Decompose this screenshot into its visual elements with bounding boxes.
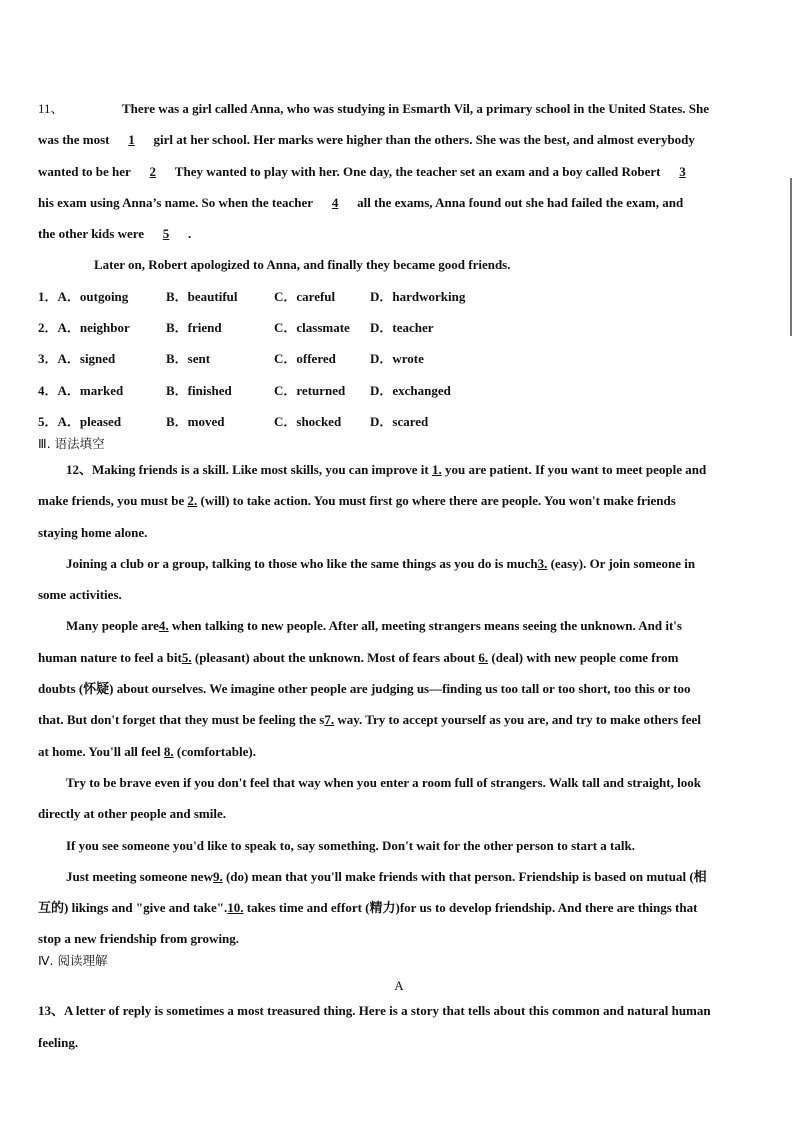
- q12-text: If you see someone you'd like to speak to, say something. Don't wait for the other person to start a talk.: [66, 837, 635, 853]
- q11-text: wanted to be her: [38, 163, 131, 179]
- option-row-1: [38, 284, 760, 315]
- option-a[interactable]: 2．A．neighbor: [38, 320, 130, 336]
- q12-text: make friends, you must be: [38, 493, 188, 509]
- q12-text: (pleasant) about the unknown. Most of fears about: [191, 649, 479, 665]
- option-d[interactable]: D．exchanged: [370, 382, 451, 398]
- q11-line-5: [38, 221, 760, 252]
- q11-text-1: There was a girl called Anna, who was studying in Esmarth Vil, a primary school in the United States. She: [122, 101, 709, 116]
- q11-text: girl at her school. Her marks were higher than the others. She was the best, and almost everybody: [153, 132, 695, 148]
- option-d[interactable]: D．hardworking: [370, 288, 466, 304]
- q12-text: when talking to new people. After all, meeting strangers means seeing the unknown. And it's: [168, 618, 682, 634]
- grammar-blank-8: 8.: [163, 743, 174, 759]
- q12-line-7: [38, 645, 760, 676]
- q12-line-15: [38, 895, 760, 926]
- q12-text: Just meeting someone new: [66, 868, 213, 884]
- q11-text: They wanted to play with her. One day, the teacher set an exam and a boy called Robert: [174, 163, 661, 179]
- q12-text: way. Try to accept yourself as you are, and try to make others feel: [334, 712, 701, 728]
- q12-text: Joining a club or a group, talking to those who like the same things as you do is much: [66, 555, 538, 571]
- q12-line-1: [38, 457, 760, 488]
- q13-line-2: [38, 1030, 760, 1061]
- q11-text: his exam using Anna’s name. So when the teacher: [38, 194, 314, 210]
- exam-page: [38, 96, 760, 1061]
- grammar-blank-10: 10.: [227, 900, 244, 916]
- option-row-2: [38, 315, 760, 346]
- q12-text: takes time and effort (精力)for us to develop friendship. And there are things that: [243, 900, 698, 916]
- q12-line-3: [38, 520, 760, 551]
- q12-text: human nature to feel a bit: [38, 649, 182, 665]
- q13-text: 13、A letter of reply is sometimes a most treasured thing. Here is a story that tells about this common and natural human: [38, 1003, 711, 1019]
- q12-line-2: [38, 488, 760, 519]
- q12-line-16: [38, 926, 760, 952]
- grammar-blank-7: 7.: [324, 712, 335, 728]
- cloze-blank-5: 5: [162, 226, 170, 242]
- q12-line-9: [38, 707, 760, 738]
- grammar-blank-9: 9.: [212, 868, 223, 884]
- q11-line-2: [38, 127, 760, 158]
- q12-line-10: [38, 739, 760, 770]
- option-c[interactable]: C．careful: [274, 288, 336, 304]
- option-a[interactable]: 5．A．pleased: [38, 413, 122, 429]
- passage-label: A: [394, 978, 404, 994]
- q12-text: (do) mean that you'll make friends with that person. Friendship is based on mutual (相: [222, 868, 707, 884]
- option-row-4: [38, 378, 760, 409]
- option-c[interactable]: C．shocked: [274, 413, 342, 429]
- q11-number: 11、: [38, 101, 64, 116]
- q13-text: feeling.: [38, 1034, 79, 1050]
- option-row-3: [38, 346, 760, 377]
- q12-line-8: [38, 676, 760, 707]
- q12-line-13: [38, 833, 760, 864]
- option-row-5: [38, 409, 760, 435]
- option-d[interactable]: D．wrote: [370, 351, 424, 367]
- q12-text: that. But don't forget that they must be feeling the s: [38, 712, 325, 728]
- option-c[interactable]: C．offered: [274, 351, 336, 367]
- q12-text: Many people are: [66, 618, 159, 634]
- grammar-blank-1: 1.: [431, 461, 442, 477]
- grammar-blank-3: 3.: [537, 555, 548, 571]
- option-a[interactable]: 4．A．marked: [38, 382, 124, 398]
- option-b[interactable]: B．finished: [166, 382, 232, 398]
- option-b[interactable]: B．beautiful: [166, 288, 238, 304]
- q11-text: was the most: [38, 132, 110, 148]
- option-a[interactable]: 3．A．signed: [38, 351, 116, 367]
- option-c[interactable]: C．classmate: [274, 320, 350, 336]
- q12-line-6: [38, 613, 760, 644]
- q12-line-14: [38, 864, 760, 895]
- q12-line-11: [38, 770, 760, 801]
- q12-text: (comfortable).: [173, 743, 256, 759]
- q12-line-12: [38, 801, 760, 832]
- q13-line-1: [38, 998, 760, 1029]
- q11-text: the other kids were: [38, 226, 145, 242]
- scrollbar[interactable]: [790, 178, 792, 336]
- q12-text: 12、Making friends is a skill. Like most skills, you can improve it: [66, 461, 432, 477]
- q12-text: some activities.: [38, 587, 122, 603]
- q12-line-4: [38, 551, 760, 582]
- q12-text: Try to be brave even if you don't feel that way when you enter a room full of strangers. Walk tall and straight, look: [66, 774, 701, 790]
- option-a[interactable]: 1．A．outgoing: [38, 288, 129, 304]
- q12-text: doubts (怀疑) about ourselves. We imagine other people are judging us—finding us too tall or too short, too this or too: [38, 681, 691, 697]
- q12-text: directly at other people and smile.: [38, 806, 227, 822]
- q12-text: staying home alone.: [38, 524, 148, 540]
- option-b[interactable]: B．friend: [166, 320, 222, 336]
- q12-text: 互的) likings and "give and take".: [38, 900, 228, 916]
- section-heading-grammar: Ⅲ. 语法填空: [38, 435, 105, 451]
- option-c[interactable]: C．returned: [274, 382, 346, 398]
- q12-text: you are patient. If you want to meet people and: [441, 461, 707, 477]
- option-d[interactable]: D．scared: [370, 413, 429, 429]
- q11-line-3: [38, 159, 760, 190]
- grammar-blank-2: 2.: [187, 493, 198, 509]
- grammar-blank-5: 5.: [181, 649, 192, 665]
- option-b[interactable]: B．moved: [166, 413, 225, 429]
- cloze-blank-3: 3: [679, 163, 686, 179]
- option-b[interactable]: B．sent: [166, 351, 211, 367]
- q11-text: Later on, Robert apologized to Anna, and finally they became good friends.: [94, 257, 511, 273]
- q11-line-1: [38, 96, 760, 127]
- cloze-blank-4: 4: [331, 194, 339, 210]
- q11-line-4: [38, 190, 760, 221]
- q12-text: (will) to take action. You must first go where there are people. You won't make friends: [197, 493, 676, 509]
- q12-text: stop a new friendship from growing.: [38, 931, 240, 947]
- q11-line-6: [38, 252, 760, 283]
- q12-text: at home. You'll all feel: [38, 743, 164, 759]
- cloze-blank-1: 1: [128, 132, 135, 148]
- cloze-blank-2: 2: [149, 163, 157, 179]
- grammar-blank-4: 4.: [158, 618, 169, 634]
- option-d[interactable]: D．teacher: [370, 320, 434, 336]
- q11-text: .: [188, 226, 192, 242]
- q12-text: (easy). Or join someone in: [547, 555, 696, 571]
- section-heading-reading: Ⅳ. 阅读理解: [38, 953, 108, 969]
- q12-line-5: [38, 582, 760, 613]
- q12-text: (deal) with new people come from: [488, 649, 679, 665]
- q11-text: all the exams, Anna found out she had failed the exam, and: [357, 194, 684, 210]
- grammar-blank-6: 6.: [478, 649, 489, 665]
